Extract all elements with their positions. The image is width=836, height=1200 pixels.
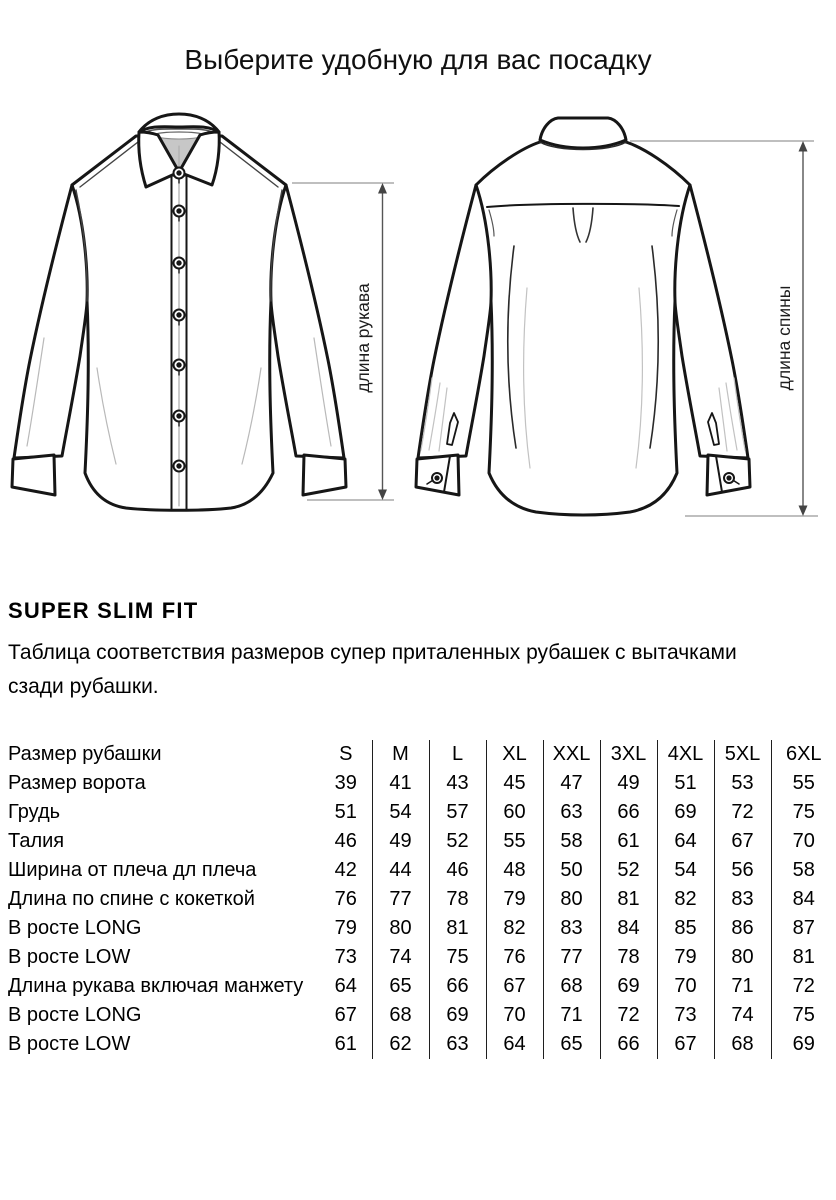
size-value-cell: 74 [714,1001,771,1030]
size-value-cell: 70 [486,1001,543,1030]
size-value-cell: 75 [771,798,836,827]
size-table [0,740,836,1059]
row-label: Ширина от плеча дл плеча [8,859,257,881]
row-label: Грудь [8,801,61,823]
size-value-cell: 70 [771,827,836,856]
size-value-cell: 75 [771,1001,836,1030]
front-left-cuff [12,455,55,495]
size-value-cell: 61 [600,827,657,856]
size-value-cell: 72 [771,972,836,1001]
arrow-down-icon [378,490,387,501]
size-value-cell: 66 [600,1030,657,1059]
row-label: Длина рукава включая манжету [8,975,304,997]
size-value-cell: 79 [486,885,543,914]
size-column-header: S [339,743,353,765]
size-value-cell: 65 [372,972,429,1001]
row-label: Размер ворота [8,772,146,794]
size-value-cell: 55 [486,827,543,856]
size-value-cell: 73 [334,946,357,968]
size-value-cell: 74 [372,943,429,972]
size-table-row [0,1030,836,1059]
size-value-cell: 69 [771,1030,836,1059]
row-label: Длина по спине с кокеткой [8,888,255,910]
size-value-cell: 57 [429,798,486,827]
size-value-cell: 50 [543,856,600,885]
row-label: В росте LONG [8,917,142,939]
size-value-cell: 58 [771,856,836,885]
size-table-row [0,914,836,943]
size-value-cell: 71 [543,1001,600,1030]
size-value-cell: 80 [372,914,429,943]
page-title: Выберите удобную для вас посадку [184,44,652,75]
size-value-cell: 44 [372,856,429,885]
size-value-cell: 67 [334,1004,357,1026]
size-value-cell: 67 [657,1030,714,1059]
size-value-cell: 68 [372,1001,429,1030]
size-value-cell: 77 [543,943,600,972]
size-value-cell: 68 [714,1030,771,1059]
size-value-cell: 64 [486,1030,543,1059]
row-label: В росте LOW [8,1033,131,1055]
size-value-cell: 64 [334,975,357,997]
size-value-cell: 83 [543,914,600,943]
size-value-cell: 78 [429,885,486,914]
size-value-cell: 41 [372,769,429,798]
size-column-header: XXL [543,740,600,769]
shirt-diagram-svg [0,88,836,550]
size-table-row [0,798,836,827]
arrow-up-icon [799,141,808,152]
size-value-cell: 43 [429,769,486,798]
back-length-label: длина спины [774,285,794,391]
back-collar [540,118,626,148]
fit-description [8,636,836,704]
size-value-cell: 78 [600,943,657,972]
size-value-cell: 81 [429,914,486,943]
size-value-cell: 85 [657,914,714,943]
size-value-cell: 51 [334,801,357,823]
size-value-cell: 82 [486,914,543,943]
size-value-cell: 48 [486,856,543,885]
size-value-cell: 62 [372,1030,429,1059]
size-column-header: 5XL [714,740,771,769]
size-column-header: XL [486,740,543,769]
size-value-cell: 66 [429,972,486,1001]
size-value-cell: 65 [543,1030,600,1059]
size-value-cell: 69 [657,798,714,827]
shirt-diagram [0,88,836,550]
size-value-cell: 76 [486,943,543,972]
size-value-cell: 60 [486,798,543,827]
size-value-cell: 39 [334,772,357,794]
size-value-cell: 72 [714,798,771,827]
fit-description-line2: сзади рубашки. [8,675,159,698]
size-value-cell: 46 [429,856,486,885]
size-value-cell: 67 [714,827,771,856]
size-value-cell: 49 [600,769,657,798]
size-value-cell: 83 [714,885,771,914]
size-table-row [0,856,836,885]
size-value-cell: 72 [600,1001,657,1030]
size-column-header: M [372,740,429,769]
size-value-cell: 63 [429,1030,486,1059]
size-value-cell: 87 [771,914,836,943]
size-table-row [0,1001,836,1030]
back-shirt-drawing [416,118,750,515]
size-value-cell: 75 [429,943,486,972]
size-value-cell: 81 [600,885,657,914]
size-value-cell: 53 [714,769,771,798]
size-value-cell: 69 [429,1001,486,1030]
size-value-cell: 54 [372,798,429,827]
size-value-cell: 76 [334,888,357,910]
size-value-cell: 80 [543,885,600,914]
arrow-down-icon [799,506,808,517]
size-value-cell: 84 [600,914,657,943]
size-value-cell: 71 [714,972,771,1001]
size-value-cell: 52 [600,856,657,885]
size-column-header: 6XL [771,740,836,769]
size-column-header: 4XL [657,740,714,769]
front-shirt-drawing [12,114,346,510]
size-value-cell: 70 [657,972,714,1001]
size-value-cell: 63 [543,798,600,827]
size-value-cell: 56 [714,856,771,885]
size-value-cell: 47 [543,769,600,798]
front-right-sleeve [271,185,344,458]
size-value-cell: 68 [543,972,600,1001]
size-value-cell: 45 [486,769,543,798]
size-table-row [0,943,836,972]
size-value-cell: 55 [771,769,836,798]
size-table-row [0,827,836,856]
size-value-cell: 64 [657,827,714,856]
row-label: В росте LONG [8,1004,142,1026]
size-value-cell: 81 [771,943,836,972]
size-value-cell: 79 [334,917,357,939]
size-value-cell: 49 [372,827,429,856]
size-value-cell: 80 [714,943,771,972]
size-value-cell: 51 [657,769,714,798]
size-column-header: L [429,740,486,769]
size-value-cell: 69 [600,972,657,1001]
size-value-cell: 54 [657,856,714,885]
arrow-up-icon [378,183,387,194]
fit-description-line1: Таблица соответствия размеров супер приталенных рубашек с вытачками [8,641,737,664]
size-value-cell: 73 [657,1001,714,1030]
sleeve-length-label: длина рукава [353,283,373,393]
row-label: Талия [8,830,65,852]
front-right-cuff [303,455,346,495]
size-value-cell: 86 [714,914,771,943]
size-table-row [0,972,836,1001]
size-column-header: 3XL [600,740,657,769]
fit-heading: SUPER SLIM FIT [8,598,199,623]
row-label: В росте LOW [8,946,131,968]
size-table-row [0,885,836,914]
size-value-cell: 42 [334,859,357,881]
size-value-cell: 52 [429,827,486,856]
row-header-label: Размер рубашки [8,743,162,765]
size-value-cell: 77 [372,885,429,914]
size-value-cell: 46 [334,830,357,852]
size-value-cell: 67 [486,972,543,1001]
size-value-cell: 66 [600,798,657,827]
size-value-cell: 84 [771,885,836,914]
size-value-cell: 58 [543,827,600,856]
size-value-cell: 82 [657,885,714,914]
size-value-cell: 61 [334,1033,357,1055]
size-table-row [0,769,836,798]
front-left-sleeve [14,185,87,458]
size-table-header-row [0,740,836,769]
size-value-cell: 79 [657,943,714,972]
